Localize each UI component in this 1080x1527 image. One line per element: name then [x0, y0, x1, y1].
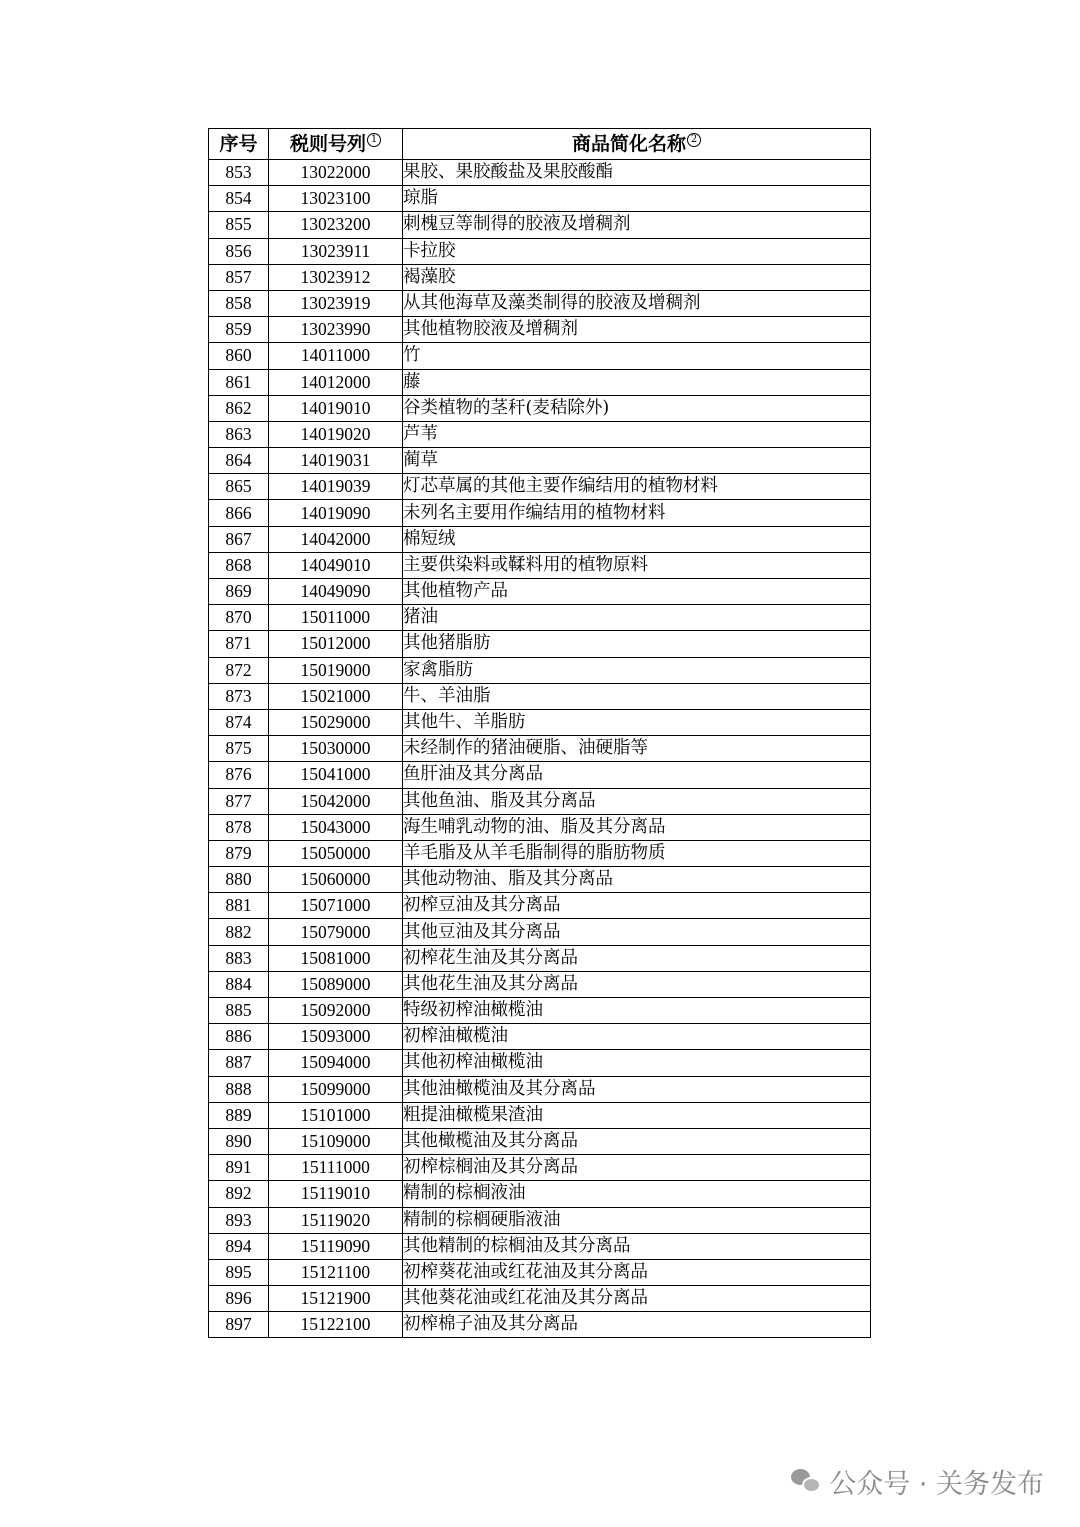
- table-row: [209, 1312, 871, 1338]
- cell-name: 其他植物胶液及增稠剂: [403, 317, 871, 343]
- cell-seq: 861: [209, 369, 269, 395]
- header-seq-label: 序号: [219, 133, 258, 155]
- cell-code: 15109000: [269, 1128, 403, 1154]
- table-row: [209, 709, 871, 735]
- table-row: [209, 186, 871, 212]
- cell-code: 15119010: [269, 1181, 403, 1207]
- cell-code: 15029000: [269, 709, 403, 735]
- cell-code: 13023919: [269, 290, 403, 316]
- cell-name: 褐藻胶: [403, 264, 871, 290]
- cell-seq: 870: [209, 605, 269, 631]
- cell-seq: 888: [209, 1076, 269, 1102]
- cell-code: 13023911: [269, 238, 403, 264]
- table-row: [209, 264, 871, 290]
- cell-name: 灯芯草属的其他主要作编结用的植物材料: [403, 474, 871, 500]
- table-row: [209, 840, 871, 866]
- cell-name: 蔺草: [403, 448, 871, 474]
- table-row: [209, 631, 871, 657]
- cell-name: 鱼肝油及其分离品: [403, 762, 871, 788]
- cell-code: 15122100: [269, 1312, 403, 1338]
- cell-name: 藤: [403, 369, 871, 395]
- cell-code: 14011000: [269, 343, 403, 369]
- table-row: [209, 317, 871, 343]
- header-seq: [209, 129, 269, 160]
- cell-code: 15093000: [269, 1024, 403, 1050]
- table-row: [209, 998, 871, 1024]
- cell-name: 牛、羊油脂: [403, 683, 871, 709]
- table-row: [209, 1024, 871, 1050]
- table-header: [209, 129, 871, 160]
- cell-name: 初榨花生油及其分离品: [403, 945, 871, 971]
- table-row: [209, 945, 871, 971]
- cell-seq: 875: [209, 736, 269, 762]
- cell-name: 特级初榨油橄榄油: [403, 998, 871, 1024]
- cell-name: 卡拉胶: [403, 238, 871, 264]
- cell-name: 其他葵花油或红花油及其分离品: [403, 1286, 871, 1312]
- cell-seq: 897: [209, 1312, 269, 1338]
- cell-code: 15011000: [269, 605, 403, 631]
- cell-code: 15043000: [269, 814, 403, 840]
- cell-code: 15019000: [269, 657, 403, 683]
- table-row: [209, 421, 871, 447]
- cell-seq: 891: [209, 1155, 269, 1181]
- wechat-icon: [791, 1469, 821, 1495]
- table-row: [209, 683, 871, 709]
- cell-name: 初榨油橄榄油: [403, 1024, 871, 1050]
- cell-seq: 853: [209, 160, 269, 186]
- cell-name: 初榨豆油及其分离品: [403, 893, 871, 919]
- table-row: [209, 500, 871, 526]
- cell-code: 15121900: [269, 1286, 403, 1312]
- cell-name: 其他猪脂肪: [403, 631, 871, 657]
- table-row: [209, 762, 871, 788]
- cell-seq: 885: [209, 998, 269, 1024]
- cell-seq: 856: [209, 238, 269, 264]
- cell-name: 其他动物油、脂及其分离品: [403, 867, 871, 893]
- table-row: [209, 1076, 871, 1102]
- cell-seq: 855: [209, 212, 269, 238]
- cell-seq: 883: [209, 945, 269, 971]
- tariff-table: [208, 128, 871, 1338]
- cell-name: 从其他海草及藻类制得的胶液及增稠剂: [403, 290, 871, 316]
- table-row: [209, 1259, 871, 1285]
- cell-code: 14019039: [269, 474, 403, 500]
- cell-name: 芦苇: [403, 421, 871, 447]
- cell-seq: 866: [209, 500, 269, 526]
- cell-name: 猪油: [403, 605, 871, 631]
- cell-name: 谷类植物的茎秆(麦秸除外): [403, 395, 871, 421]
- cell-seq: 893: [209, 1207, 269, 1233]
- table-row: [209, 1181, 871, 1207]
- cell-code: 15021000: [269, 683, 403, 709]
- cell-seq: 892: [209, 1181, 269, 1207]
- cell-name: 初榨棉子油及其分离品: [403, 1312, 871, 1338]
- cell-code: 15081000: [269, 945, 403, 971]
- table-row: [209, 1155, 871, 1181]
- cell-seq: 877: [209, 788, 269, 814]
- cell-name: 粗提油橄榄果渣油: [403, 1102, 871, 1128]
- cell-name: 精制的棕榈液油: [403, 1181, 871, 1207]
- table-row: [209, 526, 871, 552]
- table-row: [209, 893, 871, 919]
- table-row: [209, 579, 871, 605]
- cell-seq: 886: [209, 1024, 269, 1050]
- cell-code: 14012000: [269, 369, 403, 395]
- header-name: [403, 129, 871, 160]
- table-row: [209, 1233, 871, 1259]
- header-row: [209, 129, 871, 160]
- cell-name: 其他花生油及其分离品: [403, 971, 871, 997]
- cell-name: 其他植物产品: [403, 579, 871, 605]
- cell-name: 初榨葵花油或红花油及其分离品: [403, 1259, 871, 1285]
- cell-name: 其他豆油及其分离品: [403, 919, 871, 945]
- cell-code: 13023200: [269, 212, 403, 238]
- cell-seq: 867: [209, 526, 269, 552]
- cell-code: 15041000: [269, 762, 403, 788]
- table-row: [209, 343, 871, 369]
- cell-name: 精制的棕榈硬脂液油: [403, 1207, 871, 1233]
- cell-code: 13022000: [269, 160, 403, 186]
- cell-seq: 868: [209, 552, 269, 578]
- table-row: [209, 657, 871, 683]
- cell-seq: 881: [209, 893, 269, 919]
- cell-code: 14019020: [269, 421, 403, 447]
- cell-seq: 857: [209, 264, 269, 290]
- table-row: [209, 1128, 871, 1154]
- table-row: [209, 1102, 871, 1128]
- cell-name: 棉短绒: [403, 526, 871, 552]
- cell-name: 琼脂: [403, 186, 871, 212]
- cell-code: 14019031: [269, 448, 403, 474]
- cell-code: 15089000: [269, 971, 403, 997]
- cell-seq: 879: [209, 840, 269, 866]
- cell-seq: 882: [209, 919, 269, 945]
- cell-seq: 862: [209, 395, 269, 421]
- cell-code: 15101000: [269, 1102, 403, 1128]
- table-row: [209, 971, 871, 997]
- table-row: [209, 814, 871, 840]
- cell-name: 主要供染料或鞣料用的植物原料: [403, 552, 871, 578]
- footnote-mark-1: 1: [367, 133, 381, 147]
- cell-code: 14019010: [269, 395, 403, 421]
- cell-name: 其他初榨油橄榄油: [403, 1050, 871, 1076]
- table-row: [209, 605, 871, 631]
- cell-seq: 874: [209, 709, 269, 735]
- table-row: [209, 395, 871, 421]
- table-row: [209, 788, 871, 814]
- cell-name: 未列名主要用作编结用的植物材料: [403, 500, 871, 526]
- cell-code: 15042000: [269, 788, 403, 814]
- cell-name: 未经制作的猪油硬脂、油硬脂等: [403, 736, 871, 762]
- table-row: [209, 1286, 871, 1312]
- cell-seq: 876: [209, 762, 269, 788]
- cell-code: 13023990: [269, 317, 403, 343]
- table-row: [209, 160, 871, 186]
- cell-name: 竹: [403, 343, 871, 369]
- cell-seq: 890: [209, 1128, 269, 1154]
- cell-name: 其他精制的棕榈油及其分离品: [403, 1233, 871, 1259]
- cell-name: 其他油橄榄油及其分离品: [403, 1076, 871, 1102]
- cell-code: 15079000: [269, 919, 403, 945]
- cell-code: 14049010: [269, 552, 403, 578]
- table-row: [209, 212, 871, 238]
- cell-seq: 878: [209, 814, 269, 840]
- cell-code: 14019090: [269, 500, 403, 526]
- cell-code: 15111000: [269, 1155, 403, 1181]
- cell-seq: 871: [209, 631, 269, 657]
- cell-code: 13023100: [269, 186, 403, 212]
- cell-code: 14042000: [269, 526, 403, 552]
- cell-seq: 854: [209, 186, 269, 212]
- table-body: [209, 160, 871, 1338]
- table-row: [209, 919, 871, 945]
- header-code: [269, 129, 403, 160]
- cell-seq: 887: [209, 1050, 269, 1076]
- cell-code: 13023912: [269, 264, 403, 290]
- cell-seq: 896: [209, 1286, 269, 1312]
- cell-code: 15119020: [269, 1207, 403, 1233]
- cell-seq: 858: [209, 290, 269, 316]
- cell-code: 15012000: [269, 631, 403, 657]
- cell-code: 15050000: [269, 840, 403, 866]
- cell-code: 15060000: [269, 867, 403, 893]
- cell-seq: 865: [209, 474, 269, 500]
- table-row: [209, 867, 871, 893]
- cell-name: 家禽脂肪: [403, 657, 871, 683]
- cell-name: 其他牛、羊脂肪: [403, 709, 871, 735]
- cell-code: 15119090: [269, 1233, 403, 1259]
- watermark: [791, 1462, 1044, 1501]
- cell-seq: 864: [209, 448, 269, 474]
- header-name-label: 商品简化名称: [571, 133, 686, 155]
- table-row: [209, 1207, 871, 1233]
- cell-seq: 895: [209, 1259, 269, 1285]
- cell-seq: 869: [209, 579, 269, 605]
- table-row: [209, 238, 871, 264]
- cell-seq: 860: [209, 343, 269, 369]
- cell-code: 15099000: [269, 1076, 403, 1102]
- cell-seq: 872: [209, 657, 269, 683]
- table-row: [209, 1050, 871, 1076]
- table-row: [209, 736, 871, 762]
- cell-seq: 884: [209, 971, 269, 997]
- cell-seq: 863: [209, 421, 269, 447]
- cell-name: 海生哺乳动物的油、脂及其分离品: [403, 814, 871, 840]
- cell-code: 15030000: [269, 736, 403, 762]
- cell-code: 15071000: [269, 893, 403, 919]
- watermark-text: 公众号 · 关务发布: [829, 1469, 1044, 1500]
- table-row: [209, 448, 871, 474]
- cell-seq: 873: [209, 683, 269, 709]
- cell-code: 14049090: [269, 579, 403, 605]
- cell-name: 其他橄榄油及其分离品: [403, 1128, 871, 1154]
- cell-seq: 859: [209, 317, 269, 343]
- cell-code: 15094000: [269, 1050, 403, 1076]
- cell-seq: 889: [209, 1102, 269, 1128]
- table-row: [209, 552, 871, 578]
- table-row: [209, 369, 871, 395]
- cell-name: 羊毛脂及从羊毛脂制得的脂肪物质: [403, 840, 871, 866]
- table-row: [209, 474, 871, 500]
- cell-name: 初榨棕榈油及其分离品: [403, 1155, 871, 1181]
- cell-seq: 894: [209, 1233, 269, 1259]
- cell-code: 15121100: [269, 1259, 403, 1285]
- cell-name: 果胶、果胶酸盐及果胶酸酯: [403, 160, 871, 186]
- footnote-mark-2: 2: [687, 133, 701, 147]
- cell-name: 其他鱼油、脂及其分离品: [403, 788, 871, 814]
- cell-seq: 880: [209, 867, 269, 893]
- cell-name: 刺槐豆等制得的胶液及增稠剂: [403, 212, 871, 238]
- cell-code: 15092000: [269, 998, 403, 1024]
- table-row: [209, 290, 871, 316]
- header-code-label: 税则号列: [289, 133, 366, 155]
